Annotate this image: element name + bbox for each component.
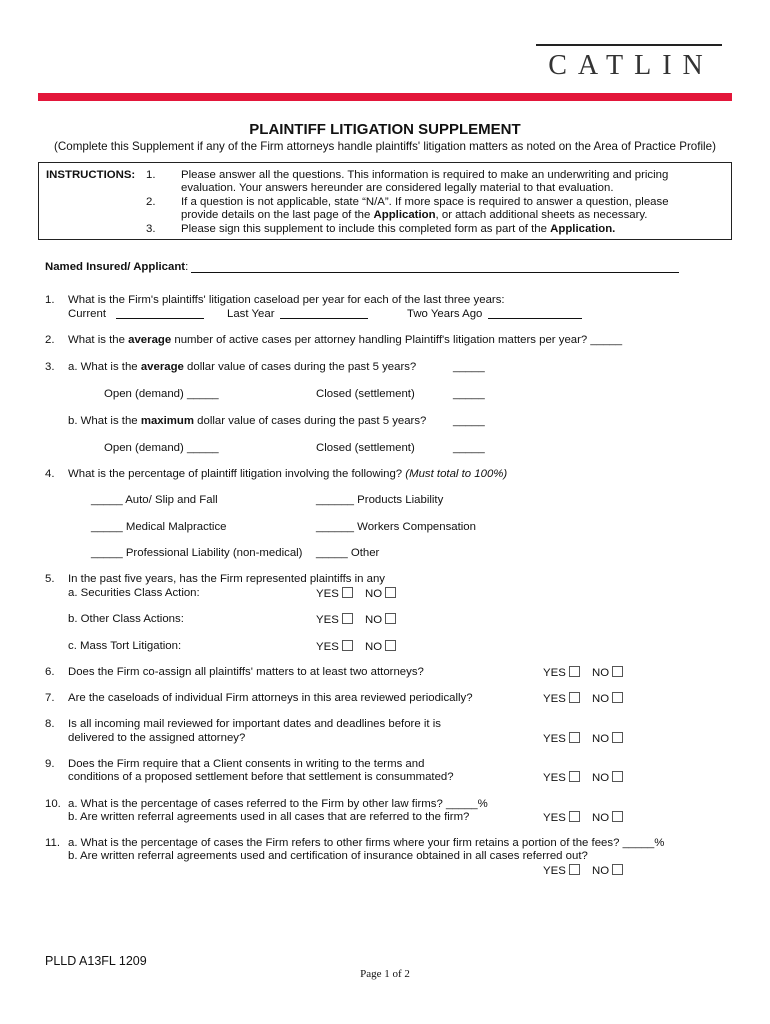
- q7-text: Are the caseloads of individual Firm attorneys in this area reviewed periodically?: [68, 692, 473, 704]
- page-subtitle: (Complete this Supplement if any of the Firm attorneys handle plaintiffs' litigation matters as noted on the Area of Practice Profile): [54, 140, 716, 153]
- instruction-number-1: 1.: [146, 169, 156, 181]
- q5b-text: b. Other Class Actions:: [68, 613, 184, 625]
- q9-yes[interactable]: YES: [543, 771, 580, 784]
- q5a-text: a. Securities Class Action:: [68, 587, 200, 599]
- q3a-text: a. What is the average dollar value of cases during the past 5 years?: [68, 361, 417, 373]
- named-insured-field[interactable]: [191, 262, 679, 273]
- q4-text: What is the percentage of plaintiff litigation involving the following? (Must total to 100%): [68, 468, 508, 480]
- q3a-open-demand[interactable]: Open (demand) _____: [104, 388, 219, 400]
- q4-workers-compensation[interactable]: ______ Workers Compensation: [316, 521, 476, 533]
- q1-last-year-label: Last Year: [227, 308, 275, 320]
- q5-number: 5.: [45, 573, 55, 585]
- instruction-3-line: Please sign this supplement to include this completed form as part of the Application.: [181, 223, 616, 235]
- q6-yes[interactable]: YES: [543, 666, 580, 679]
- q4-professional-liability[interactable]: _____ Professional Liability (non-medical): [91, 547, 303, 559]
- q6-text: Does the Firm co-assign all plaintiffs' matters to at least two attorneys?: [68, 666, 424, 678]
- q4-auto-slip-fall[interactable]: _____ Auto/ Slip and Fall: [91, 494, 218, 506]
- named-insured-row: Named Insured/ Applicant:: [45, 261, 189, 273]
- q5c-no[interactable]: NO: [365, 640, 396, 653]
- q2-number: 2.: [45, 334, 55, 346]
- q8-no[interactable]: NO: [592, 732, 623, 745]
- q8-number: 8.: [45, 718, 55, 730]
- q1-current-field[interactable]: [116, 308, 204, 319]
- logo-rule: [536, 44, 722, 46]
- q8-yes[interactable]: YES: [543, 732, 580, 745]
- q10-no[interactable]: NO: [592, 811, 623, 824]
- q6-no[interactable]: NO: [592, 666, 623, 679]
- q5c-text: c. Mass Tort Litigation:: [68, 640, 182, 652]
- q9-number: 9.: [45, 758, 55, 770]
- q4-other[interactable]: _____ Other: [316, 547, 380, 559]
- page-title: PLAINTIFF LITIGATION SUPPLEMENT: [249, 121, 521, 138]
- q10-yes[interactable]: YES: [543, 811, 580, 824]
- q10b-text: b. Are written referral agreements used in all cases that are referred to the firm?: [68, 811, 470, 823]
- checkbox-icon[interactable]: [385, 613, 396, 624]
- instruction-1-line-1: Please answer all the questions. This information is required to make an underwriting and pricing: [181, 169, 669, 181]
- checkbox-icon[interactable]: [612, 864, 623, 875]
- instruction-2-line-1: If a question is not applicable, state “N/A”. If more space is required to answer a question, please: [181, 196, 669, 208]
- q11-number: 11.: [45, 837, 60, 849]
- q4-number: 4.: [45, 468, 55, 480]
- q2-text: What is the average number of active cases per attorney handling Plaintiff's litigation matters per year? _____: [68, 334, 623, 346]
- q4-medical-malpractice[interactable]: _____ Medical Malpractice: [91, 521, 227, 533]
- q1-last-year-field[interactable]: [280, 308, 368, 319]
- instruction-number-3: 3.: [146, 223, 156, 235]
- q1-text: What is the Firm's plaintiffs' litigation caseload per year for each of the last three years:: [68, 294, 505, 306]
- instruction-1-line-2: evaluation. Your answers hereunder are considered legally material to that evaluation.: [181, 182, 614, 194]
- q6-number: 6.: [45, 666, 55, 678]
- checkbox-icon[interactable]: [569, 811, 580, 822]
- checkbox-icon[interactable]: [569, 771, 580, 782]
- page-number: Page 1 of 2: [360, 968, 410, 980]
- q7-number: 7.: [45, 692, 55, 704]
- q1-number: 1.: [45, 294, 55, 306]
- q3b-text: b. What is the maximum dollar value of cases during the past 5 years?: [68, 415, 427, 427]
- q3a-closed-settlement-label: Closed (settlement): [316, 388, 415, 400]
- checkbox-icon[interactable]: [342, 613, 353, 624]
- q3b-blank[interactable]: _____: [453, 415, 485, 427]
- q11b-text: b. Are written referral agreements used and certification of insurance obtained in all cases referred out?: [68, 850, 588, 862]
- q8-text-line-2: delivered to the assigned attorney?: [68, 732, 246, 744]
- instruction-number-2: 2.: [146, 196, 156, 208]
- catlin-logo: CATLIN: [548, 50, 714, 81]
- q3-number: 3.: [45, 361, 55, 373]
- checkbox-icon[interactable]: [569, 864, 580, 875]
- form-code: PLLD A13FL 1209: [45, 954, 147, 968]
- instruction-2-line-2: provide details on the last page of the Application, or attach additional sheets as necessary.: [181, 209, 648, 221]
- q11-no[interactable]: NO: [592, 864, 623, 877]
- q5-text: In the past five years, has the Firm represented plaintiffs in any: [68, 573, 385, 585]
- q7-no[interactable]: NO: [592, 692, 623, 705]
- q5a-yes[interactable]: YES: [316, 587, 353, 600]
- q11-yes[interactable]: YES: [543, 864, 580, 877]
- q1-current-label: Current: [68, 308, 106, 320]
- q1-two-years-field[interactable]: [488, 308, 582, 319]
- instructions-label: INSTRUCTIONS:: [46, 169, 136, 181]
- checkbox-icon[interactable]: [342, 587, 353, 598]
- q10a-text: a. What is the percentage of cases referred to the Firm by other law firms? _____%: [68, 798, 488, 810]
- checkbox-icon[interactable]: [612, 692, 623, 703]
- q9-text-line-1: Does the Firm require that a Client consents in writing to the terms and: [68, 758, 425, 770]
- checkbox-icon[interactable]: [385, 640, 396, 651]
- q3b-closed-settlement-label: Closed (settlement): [316, 442, 415, 454]
- q1-two-years-label: Two Years Ago: [407, 308, 483, 320]
- q3b-closed-blank[interactable]: _____: [453, 442, 485, 454]
- q5b-yes[interactable]: YES: [316, 613, 353, 626]
- q10-number: 10.: [45, 798, 61, 810]
- checkbox-icon[interactable]: [569, 666, 580, 677]
- checkbox-icon[interactable]: [612, 811, 623, 822]
- checkbox-icon[interactable]: [569, 692, 580, 703]
- q3b-open-demand[interactable]: Open (demand) _____: [104, 442, 219, 454]
- q11a-text: a. What is the percentage of cases the Firm refers to other firms where your firm retains a portion of the fees? _____%: [68, 837, 665, 849]
- checkbox-icon[interactable]: [612, 666, 623, 677]
- checkbox-icon[interactable]: [612, 732, 623, 743]
- q7-yes[interactable]: YES: [543, 692, 580, 705]
- q5b-no[interactable]: NO: [365, 613, 396, 626]
- checkbox-icon[interactable]: [385, 587, 396, 598]
- checkbox-icon[interactable]: [342, 640, 353, 651]
- q9-no[interactable]: NO: [592, 771, 623, 784]
- q9-text-line-2: conditions of a proposed settlement before that settlement is consummated?: [68, 771, 454, 783]
- q3a-blank[interactable]: _____: [453, 361, 485, 373]
- q3a-closed-blank[interactable]: _____: [453, 388, 485, 400]
- q4-products-liability[interactable]: ______ Products Liability: [316, 494, 444, 506]
- q5a-no[interactable]: NO: [365, 587, 396, 600]
- checkbox-icon[interactable]: [612, 771, 623, 782]
- q5c-yes[interactable]: YES: [316, 640, 353, 653]
- checkbox-icon[interactable]: [569, 732, 580, 743]
- header-red-bar: [38, 93, 732, 101]
- q8-text-line-1: Is all incoming mail reviewed for important dates and deadlines before it is: [68, 718, 441, 730]
